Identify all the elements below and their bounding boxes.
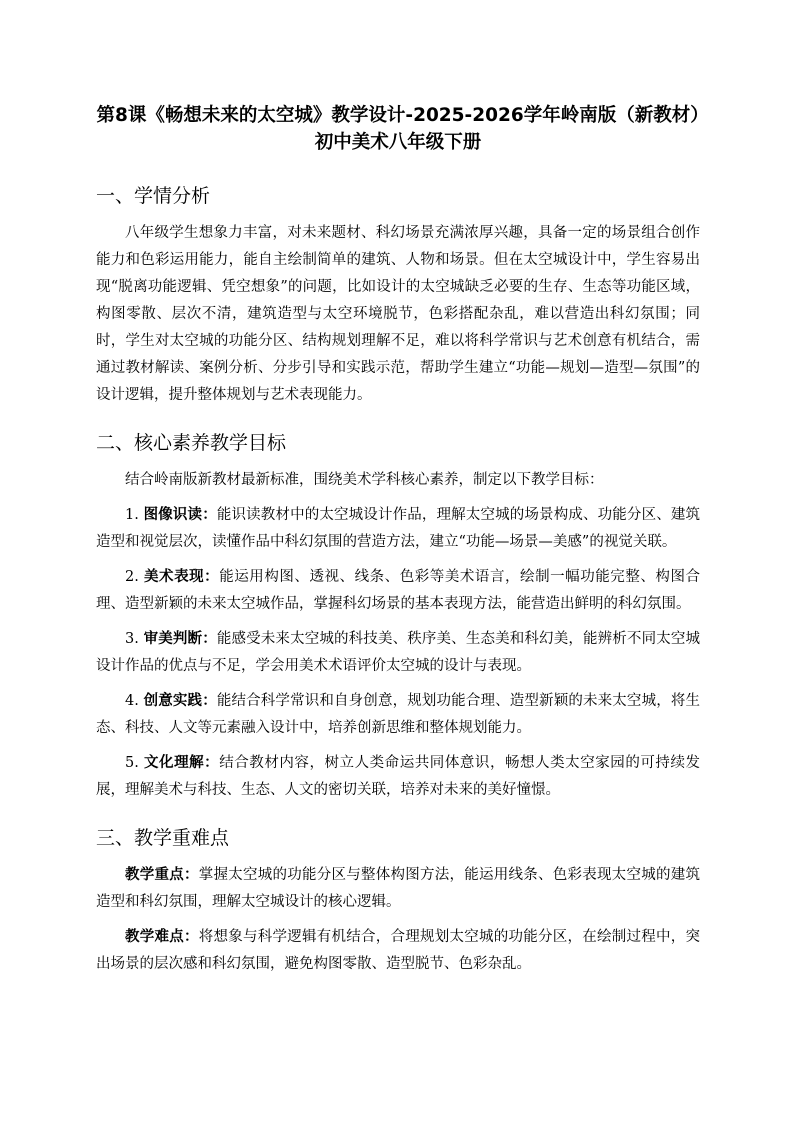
section-paragraph: 八年级学生想象力丰富，对未来题材、科幻场景充满浓厚兴趣，具备一定的场景组合创作能力和色彩运用能力，能自主绘制简单的建筑、人物和场景。但在太空城设计中，学生容易出现“脱离功能逻辑、凭空想象”的问题，比如设计的太空城缺乏必要的生存、生态等功能区域，构图零散、层次不清，建筑造型与太空环境脱节，色彩搭配杂乱，难以营造出科幻氛围；同时，学生对太空城的功能分区、结构规划理解不足，难以将科学常识与艺术创意有机结合，需通过教材解读、案例分析、分步引导和实践示范，帮助学生建立“功能—规划—造型—氛围”的设计逻辑，提升整体规划与艺术表现能力。 xyxy=(96,225,700,403)
item-number: 4. xyxy=(125,693,139,709)
item-text: 结合教材内容，树立人类命运共同体意识，畅想人类太空家园的可持续发展，理解美术与科技、生态、人文的密切关联，培养对未来的美好憧憬。 xyxy=(96,755,701,798)
item-number: 5. xyxy=(125,755,139,771)
section-heading: 三、教学重难点 xyxy=(96,827,230,849)
section-heading: 一、学情分析 xyxy=(96,185,211,207)
objective-item xyxy=(96,688,700,742)
item-label: 创意实践： xyxy=(143,693,217,709)
key-point-item xyxy=(96,862,700,916)
item-text: 将想象与科学逻辑有机结合，合理规划太空城的功能分区，在绘制过程中，突出场景的层次感和科幻氛围，避免构图零散、造型脱节、色彩杂乱。 xyxy=(96,929,700,972)
item-number: 3. xyxy=(125,631,139,647)
objective-item xyxy=(96,564,700,618)
section-core-objectives xyxy=(96,429,700,804)
item-label: 教学重点： xyxy=(125,867,199,883)
difficulty-item xyxy=(96,924,700,978)
objective-item xyxy=(96,626,700,680)
objective-item xyxy=(96,750,700,804)
item-label: 教学难点： xyxy=(125,929,199,945)
item-number: 1. xyxy=(125,507,139,523)
objective-item xyxy=(96,502,700,556)
section-heading: 二、核心素养教学目标 xyxy=(96,432,287,454)
item-label: 图像识读： xyxy=(143,507,217,523)
item-text: 能识读教材中的太空城设计作品，理解太空城的场景构成、功能分区、建筑造型和视觉层次，读懂作品中科幻氛围的营造方法，建立“功能—场景—美感”的视觉关联。 xyxy=(96,507,701,550)
item-label: 审美判断： xyxy=(143,631,217,647)
section-learner-analysis xyxy=(96,182,700,409)
item-text: 能结合科学常识和自身创意，规划功能合理、造型新颖的未来太空城，将生态、科技、人文等元素融入设计中，培养创新思维和整体规划能力。 xyxy=(96,693,701,736)
section-key-points xyxy=(96,824,700,978)
item-label: 文化理解： xyxy=(144,755,220,771)
item-label: 美术表现： xyxy=(144,569,220,585)
item-text: 掌握太空城的功能分区与整体构图方法，能运用线条、色彩表现太空城的建筑造型和科幻氛围，理解太空城设计的核心逻辑。 xyxy=(96,867,700,910)
item-number: 2. xyxy=(125,569,139,585)
document-title: 第8课《畅想未来的太空城》教学设计-2025-2026学年岭南版（新教材）初中美术八年级下册 xyxy=(96,105,700,153)
item-text: 能运用构图、透视、线条、色彩等美术语言，绘制一幅功能完整、构图合理、造型新颖的未来太空城作品，掌握科幻场景的基本表现方法，能营造出鲜明的科幻氛围。 xyxy=(96,569,701,612)
item-text: 能感受未来太空城的科技美、秩序美、生态美和科幻美，能辨析不同太空城设计作品的优点与不足，学会用美术术语评价太空城的设计与表现。 xyxy=(96,631,701,674)
section-intro: 结合岭南版新教材最新标准，围绕美术学科核心素养，制定以下教学目标： xyxy=(125,472,604,488)
